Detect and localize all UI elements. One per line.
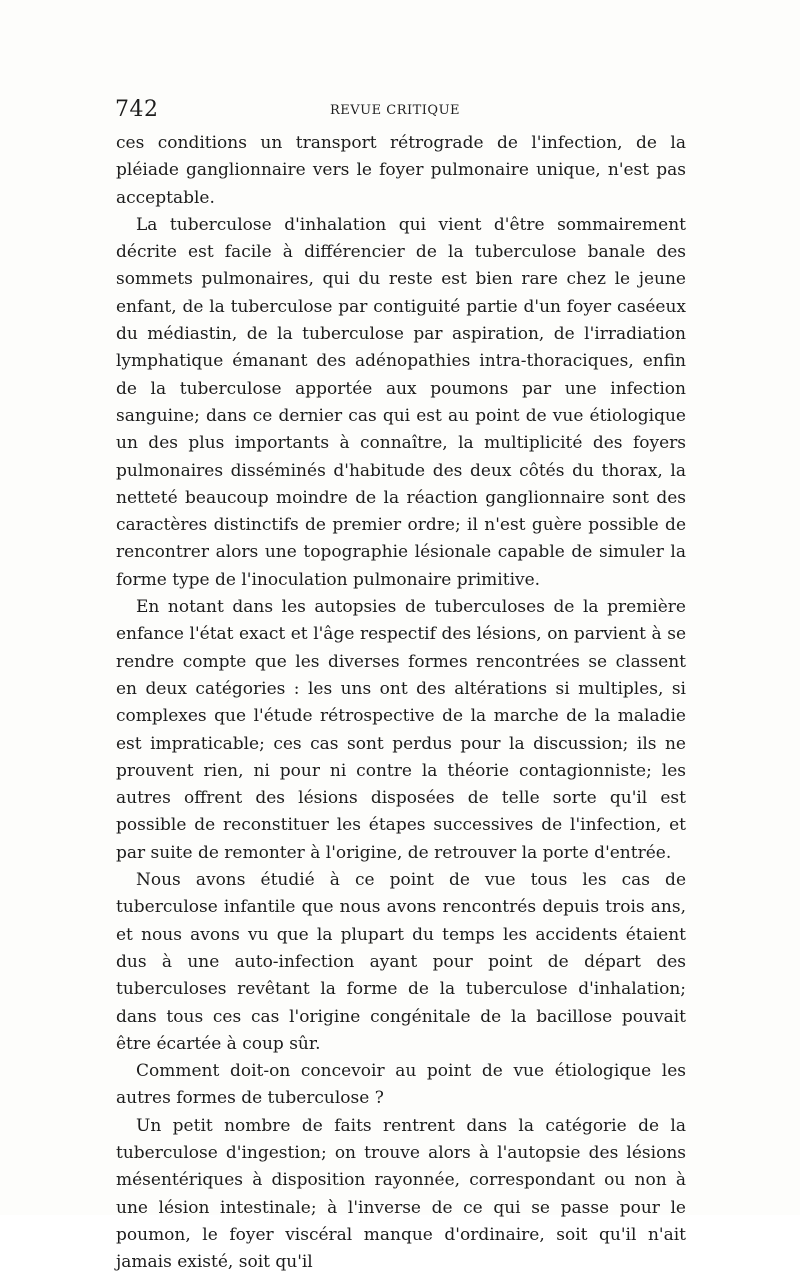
page-number: 742 — [115, 97, 159, 122]
page-header — [115, 97, 685, 125]
paragraph: Comment doit-on concevoir au point de vue étiologique les autres formes de tuberculose ? — [116, 1061, 686, 1109]
paragraph: Un petit nombre de faits rentrent dans la catégorie de la tuberculose d'ingestion; on trouve alors à l'autopsie des lésions mésentériques à disposition rayonnée, correspondant ou non à une lésion intestinale; à l'inverse de ce qui se passe pour le poumon, le foyer viscéral manque d'ordinaire, soit qu'il n'ait jamais existé, soit qu'il — [116, 1115, 686, 1273]
body-text — [116, 130, 686, 1276]
running-head: REVUE CRITIQUE — [330, 103, 461, 118]
paragraph: En notant dans les autopsies de tuberculoses de la première enfance l'état exact et l'âge respectif des lésions, on parvient à se rendre compte que les diverses formes rencontrées se classent en deux catégories : les uns ont des altérations si multiples, si complexes que l'étude rétrospective de la marche de la maladie est impraticable; ces cas sont perdus pour la discussion; ils ne prouvent rien, ni pour ni contre la théorie contagionniste; les autres offrent des lésions disposées de telle sorte qu'il est possible de reconstituer les étapes successives de l'infection, et par suite de remonter à l'origine, de retrouver la porte d'entrée. — [116, 597, 686, 863]
paragraph-continuation: ces conditions un transport rétrograde de l'infection, de la pléiade ganglionnaire vers le foyer pulmonaire unique, n'est pas acceptable. — [116, 133, 686, 208]
paragraph: La tuberculose d'inhalation qui vient d'être sommairement décrite est facile à différencier de la tuberculose banale des sommets pulmonaires, qui du reste est bien rare chez le jeune enfant, de la tuberculose par contiguité partie d'un foyer caséeux du médiastin, de la tuberculose par aspiration, de l'irradiation lymphatique émanant des adénopathies intra-thoraciques, enfin de la tuberculose apportée aux poumons par une infection sanguine; dans ce dernier cas qui est au point de vue étiologique un des plus importants à connaître, la multiplicité des foyers pulmonaires disséminés d'habitude des deux côtés du thorax, la netteté beaucoup moindre de la réaction ganglionnaire sont des caractères distinctifs de premier ordre; il n'est guère possible de rencontrer alors une topographie lésionale capable de simuler la forme type de l'inoculation pulmonaire primitive. — [116, 214, 686, 590]
paragraph: Nous avons étudié à ce point de vue tous les cas de tuberculose infantile que nous avons rencontrés depuis trois ans, et nous avons vu que la plupart du temps les accidents étaient dus à une auto-infection ayant pour point de départ des tuberculoses revêtant la forme de la tuberculose d'inhalation; dans tous ces cas l'origine congénitale de la bacillose pouvait être écartée à coup sûr. — [116, 870, 686, 1054]
